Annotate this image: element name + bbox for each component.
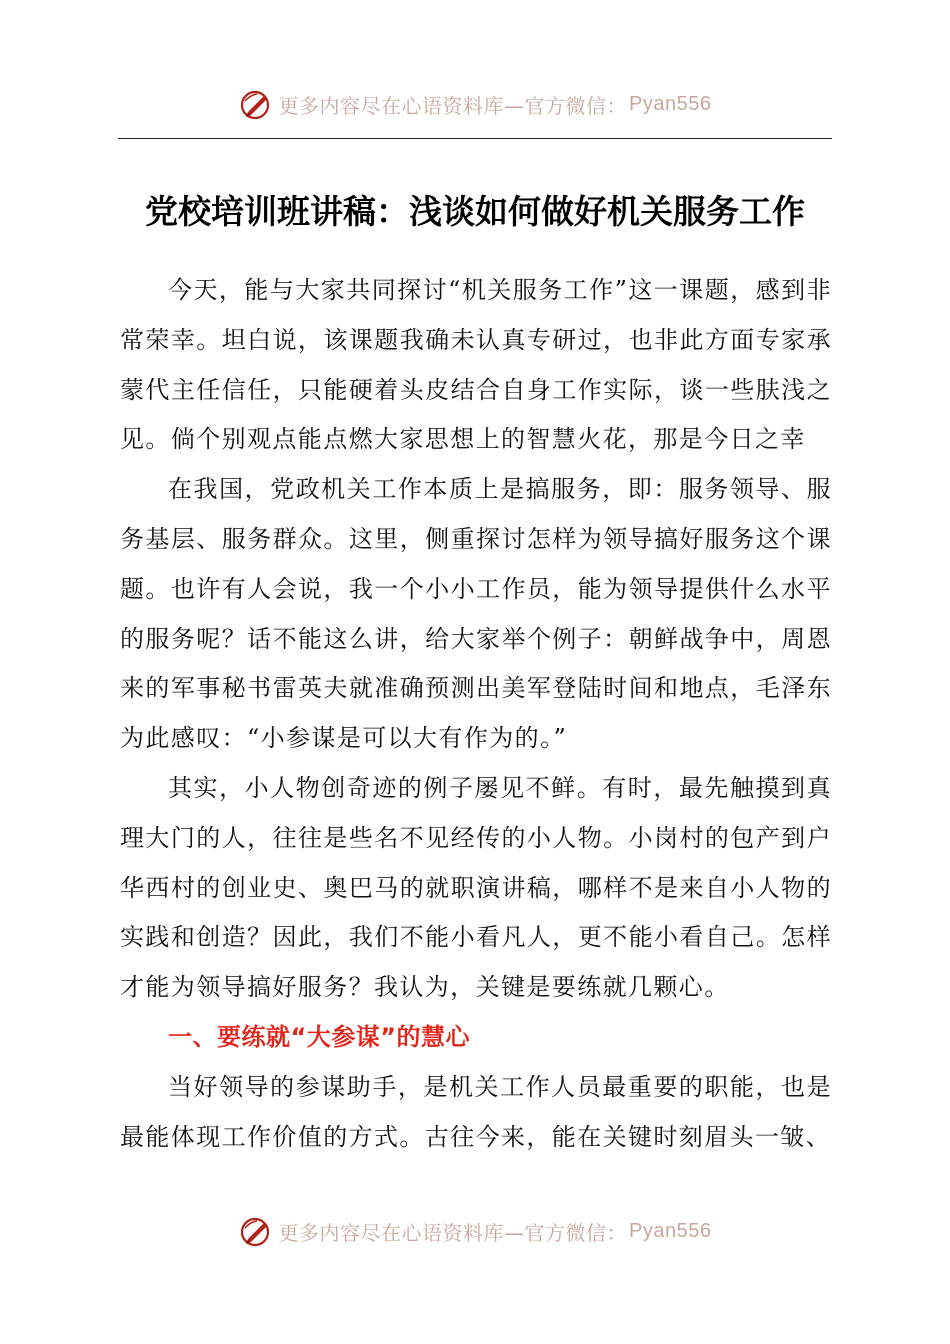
footer-watermark [0, 1211, 950, 1251]
pen-logo-icon [239, 1214, 273, 1248]
document-title: 党校培训班讲稿：浅谈如何做好机关服务工作 [145, 192, 805, 231]
paragraph-2: 在我国，党政机关工作本质上是搞服务，即：服务领导、服务基层、服务群众。这里，侧重探讨怎样为领导搞好服务这个课题。也许有人会说，我一个小小工作员，能为领导提供什么水平的服务呢？话不能这么讲，给大家举个例子：朝鲜战争中，周恩来的军事秘书雷英夫就准确预测出美军登陆时间和地点，毛泽东为此感叹：“小参谋是可以大有作为的。” [120, 475, 832, 753]
header-divider [118, 138, 832, 139]
document-body [120, 266, 832, 1162]
paragraph-1: 今天，能与大家共同探讨“机关服务工作”这一课题，感到非常荣幸。坦白说，该课题我确未认真专研过，也非此方面专家承蒙代主任信任，只能硬着头皮结合自身工作实际，谈一些肤浅之见。倘个别观点能点燃大家思想上的智慧火花，那是今日之幸 [120, 276, 832, 454]
pen-logo-icon [239, 87, 273, 121]
watermark-text: 更多内容尽在心语资料库—官方微信： [278, 93, 628, 118]
paragraph-4: 当好领导的参谋助手，是机关工作人员最重要的职能，也是最能体现工作价值的方式。古往今来，能在关键时刻眉头一皱、 [120, 1072, 832, 1151]
watermark-text: 更多内容尽在心语资料库—官方微信： [278, 1220, 628, 1245]
wechat-id: Pyan556 [629, 92, 712, 115]
header-watermark [0, 84, 950, 124]
paragraph-3: 其实，小人物创奇迹的例子屡见不鲜。有时，最先触摸到真理大门的人，往往是些名不见经传的小人物。小岗村的包产到户华西村的创业史、奥巴马的就职演讲稿，哪样不是来自小人物的实践和创造？因此，我们不能小看凡人，更不能小看自己。怎样才能为领导搞好服务？我认为，关键是要练就几颗心。 [120, 773, 832, 1002]
section-heading-1: 一、要练就“大参谋”的慧心 [168, 1022, 471, 1051]
wechat-id: Pyan556 [629, 1219, 712, 1242]
